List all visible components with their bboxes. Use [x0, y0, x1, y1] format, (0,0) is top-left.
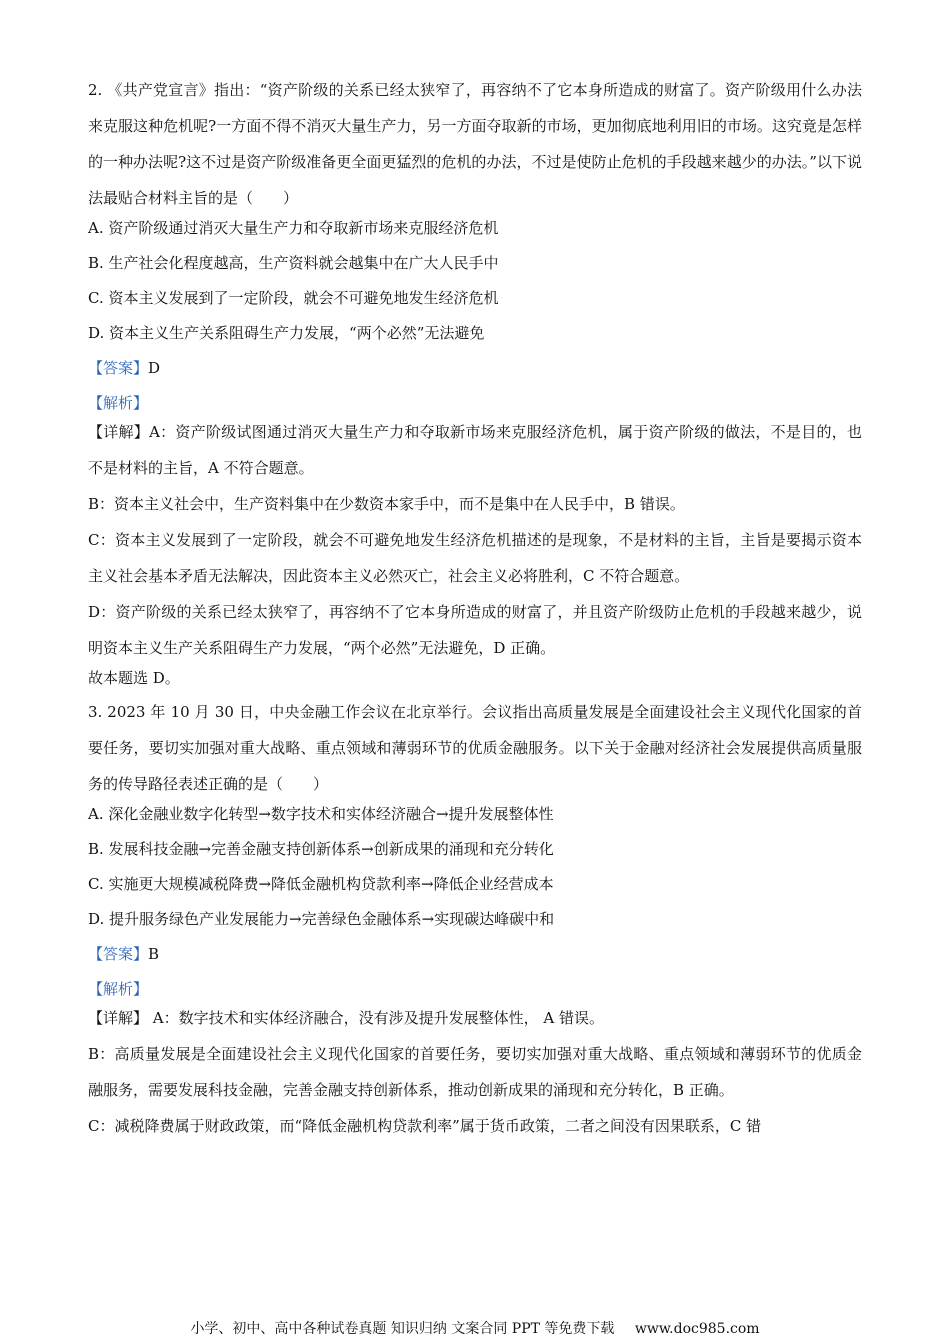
question-2-answer	[88, 356, 862, 380]
question-3-answer	[88, 942, 862, 966]
detail-tag: 【详解】	[88, 423, 150, 441]
question-2-option-c: C. 资本主义发展到了一定阶段，就会不可避免地发生经济危机	[88, 289, 499, 307]
question-2-option-a: A. 资产阶级通过消灭大量生产力和夺取新市场来克服经济危机	[88, 219, 499, 237]
question-3-option-a: A. 深化金融业数字化转型→数字技术和实体经济融合→提升发展整体性	[88, 805, 554, 823]
question-2-stem: 2. 《共产党宣言》指出：“资产阶级的关系已经太狭窄了，再容纳不了它本身所造成的财富了。资产阶级用什么办法来克服这种危机呢?一方面不得不消灭大量生产力，另一方面夺取新的市场，更加彻底地利用旧的市场。这究竟是怎样的一种办法呢?这不过是资产阶级准备更全面更猛烈的危机的办法，不过是使防止危机的手段越来越少的办法。”以下说法最贴合材料主旨的是（ ）	[88, 81, 862, 207]
question-2-option-d: D. 资本主义生产关系阻碍生产力发展，“两个必然”无法避免	[88, 324, 485, 342]
question-3-option-c: C. 实施更大规模减税降费→降低金融机构贷款利率→降低企业经营成本	[88, 875, 554, 893]
detail-a-text: A：资产阶级试图通过消灭大量生产力和夺取新市场来克服经济危机，属于资产阶级的做法，不是目的，也不是材料的主旨，A 不符合题意。	[88, 423, 862, 477]
question-3-detail-a	[88, 1000, 862, 1036]
answer-tag: 【答案】	[88, 359, 149, 377]
question-2-detail-c: C：资本主义发展到了一定阶段，就会不可避免地发生经济危机描述的是现象，不是材料的主旨，主旨是要揭示资本主义社会基本矛盾无法解决，因此资本主义必然灭亡，社会主义必将胜利，C 不符合题意。	[88, 531, 862, 585]
question-3-detail-c: C：减税降费属于财政政策，而“降低金融机构贷款利率”属于货币政策，二者之间没有因果联系，C 错	[88, 1117, 762, 1135]
question-2-analysis-tag: 【解析】	[88, 394, 149, 412]
answer-tag: 【答案】	[88, 945, 149, 963]
question-2-option-b: B. 生产社会化程度越高，生产资料就会越集中在广大人民手中	[88, 254, 499, 272]
question-2-detail-a	[88, 414, 862, 486]
question-3-analysis-tag: 【解析】	[88, 980, 149, 998]
page-footer	[0, 1318, 950, 1338]
question-3-option-b: B. 发展科技金融→完善金融支持创新体系→创新成果的涌现和充分转化	[88, 840, 554, 858]
question-3-detail-b: B：高质量发展是全面建设社会主义现代化国家的首要任务，要切实加强对重大战略、重点领域和薄弱环节的优质金融服务，需要发展科技金融，完善金融支持创新体系，推动创新成果的涌现和充分转化，B 正确。	[88, 1045, 862, 1099]
answer-value: D	[148, 359, 161, 377]
answer-value: B	[148, 945, 160, 963]
detail-a-text: A：数字技术和实体经济融合，没有涉及提升发展整体性， A 错误。	[148, 1009, 604, 1027]
footer-text: 小学、初中、高中各种试卷真题 知识归纳 文案合同 PPT 等免费下载	[190, 1321, 615, 1337]
detail-tag: 【详解】	[88, 1009, 149, 1027]
question-2-conclusion: 故本题选 D。	[88, 669, 180, 687]
document-content	[88, 78, 862, 1144]
question-2-detail-d: D：资产阶级的关系已经太狭窄了，再容纳不了它本身所造成的财富了，并且资产阶级防止危机的手段越来越少，说明资本主义生产关系阻碍生产力发展，“两个必然”无法避免，D 正确。	[88, 603, 862, 657]
footer-site-link[interactable]: www.doc985.com	[634, 1321, 760, 1337]
question-3-option-d: D. 提升服务绿色产业发展能力→完善绿色金融体系→实现碳达峰碳中和	[88, 910, 555, 928]
question-3-stem: 3. 2023 年 10 月 30 日，中央金融工作会议在北京举行。会议指出高质量发展是全面建设社会主义现代化国家的首要任务，要切实加强对重大战略、重点领域和薄弱环节的优质金融服务。以下关于金融对经济社会发展提供高质量服务的传导路径表述正确的是（ ）	[88, 703, 862, 793]
question-2-detail-b: B：资本主义社会中，生产资料集中在少数资本家手中，而不是集中在人民手中，B 错误。	[88, 495, 685, 513]
